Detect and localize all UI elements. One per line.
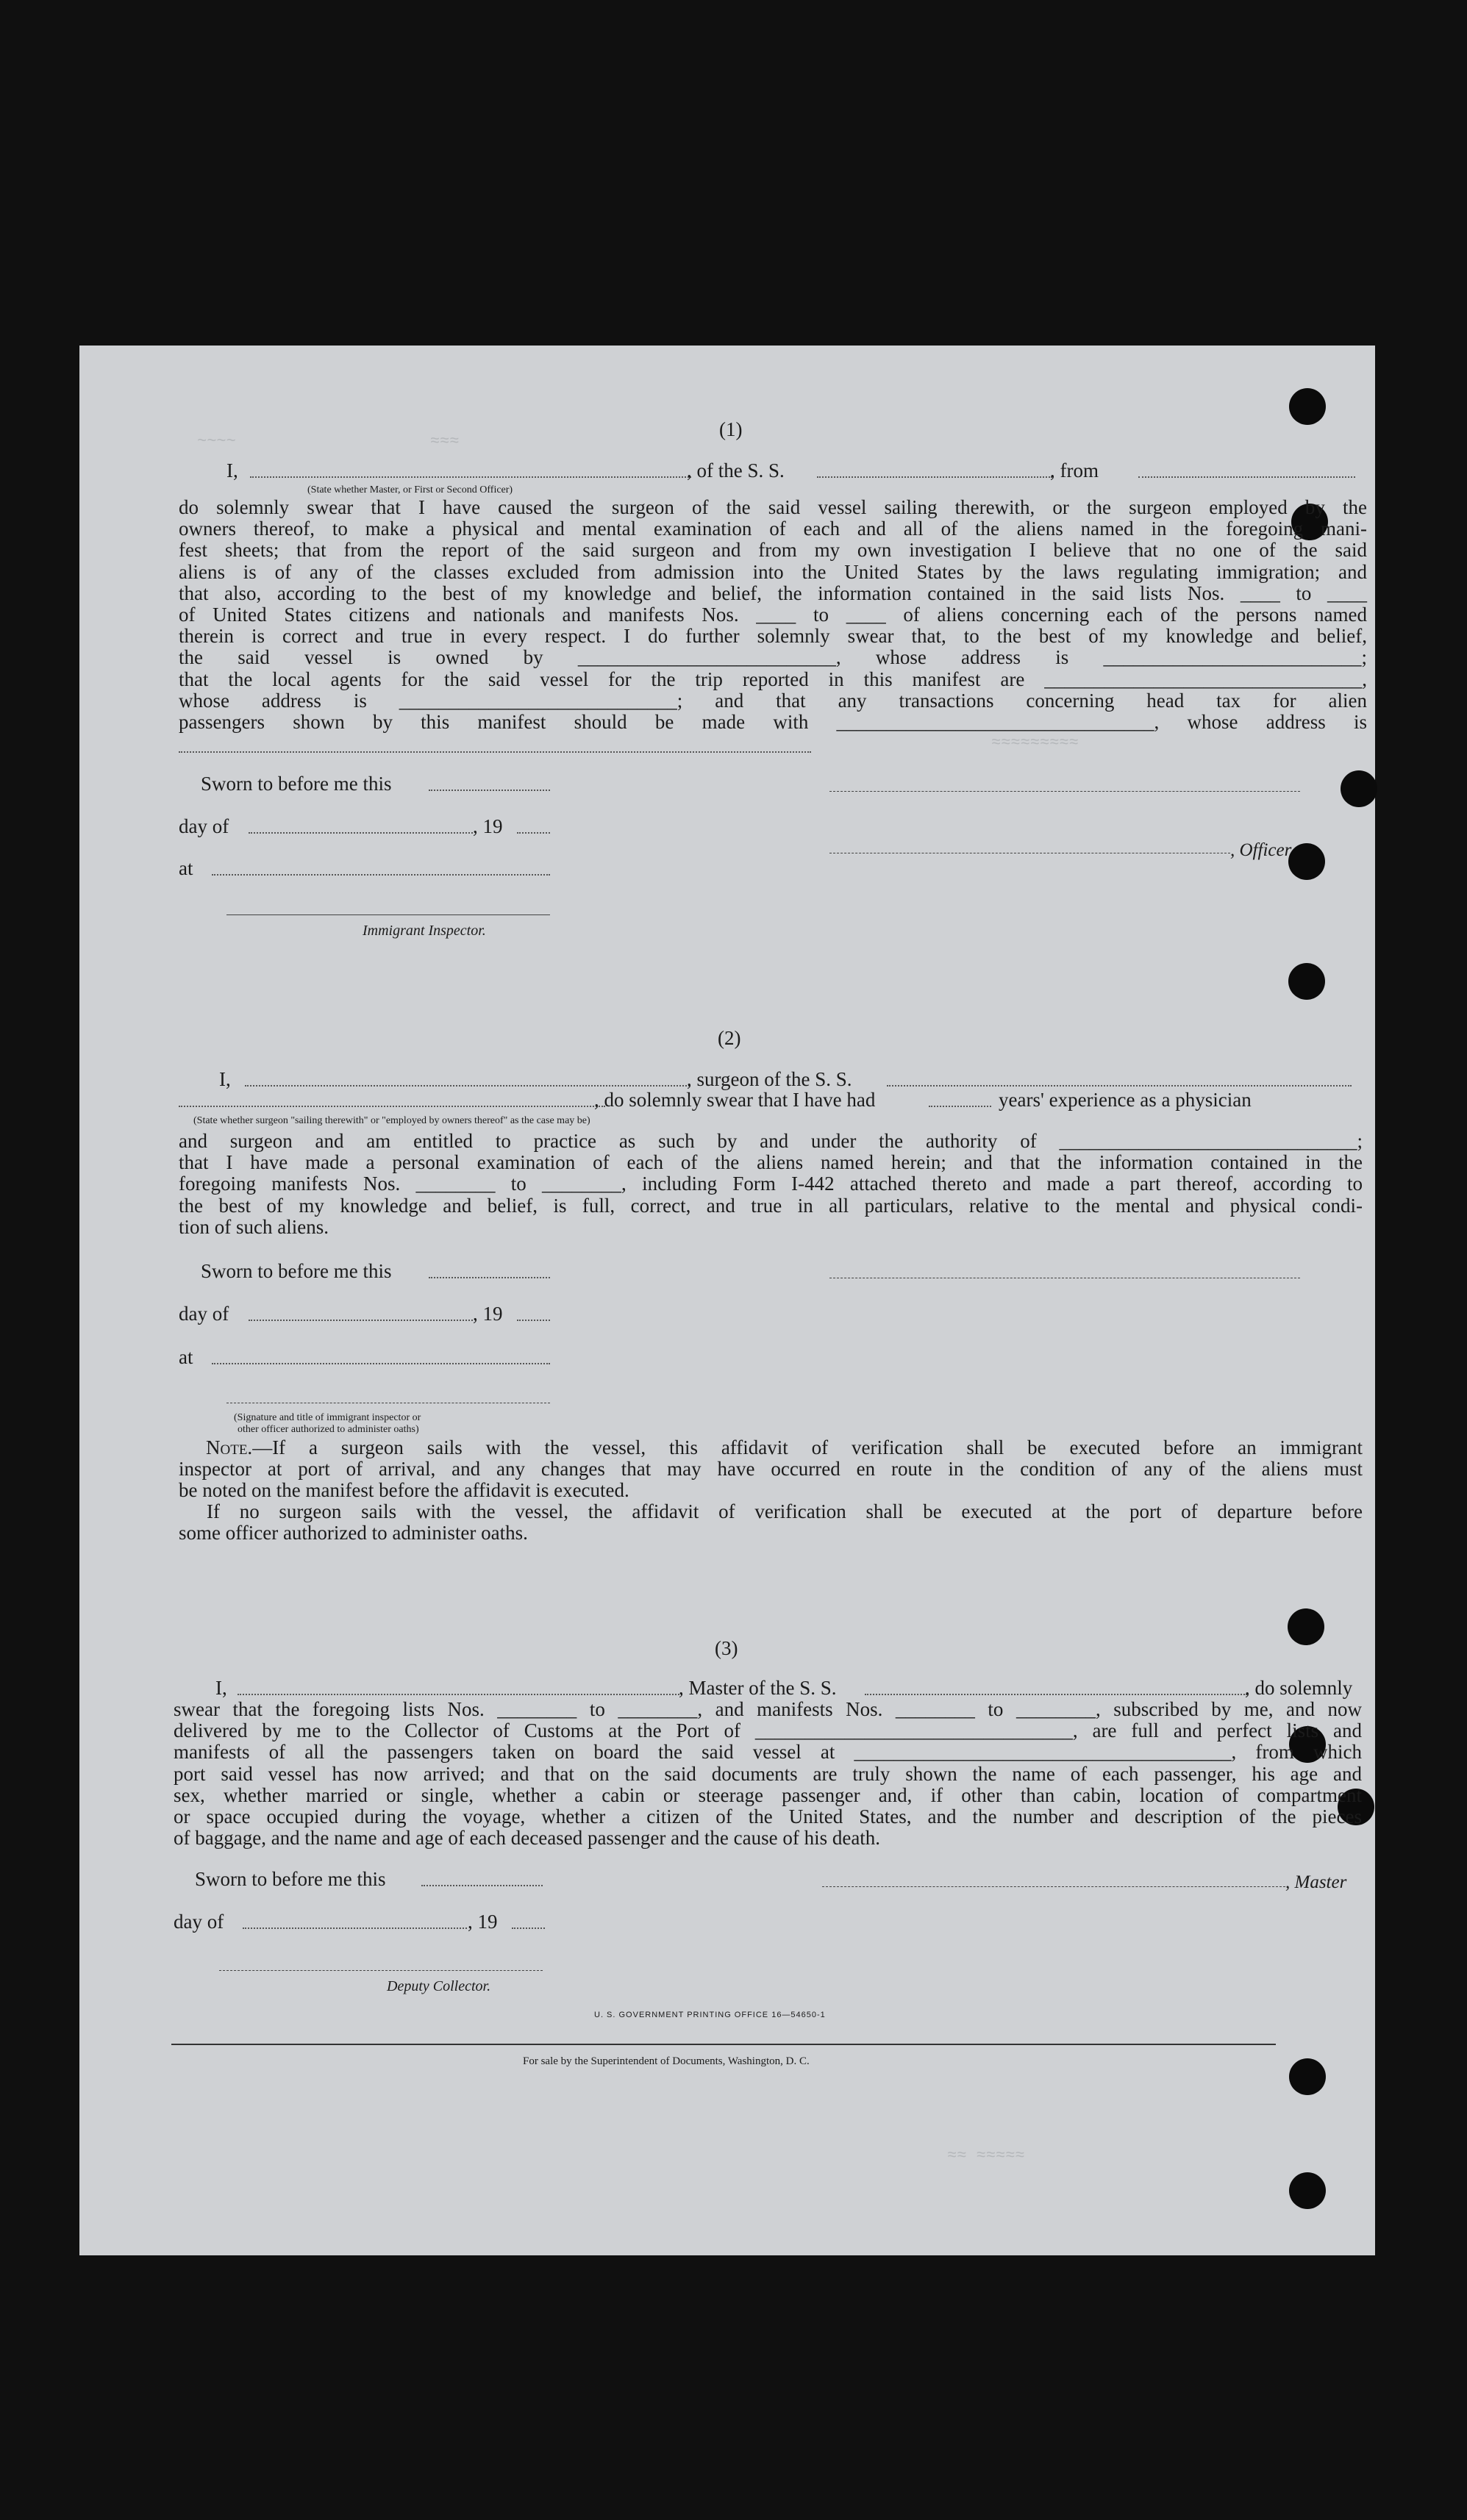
punch-hole: [1289, 388, 1326, 425]
years-experience-label: years' experience as a physician: [999, 1089, 1252, 1111]
day-of-label: day of: [179, 1303, 229, 1325]
section-1-number: (1): [719, 418, 743, 440]
oath-line: and surgeon and am entitled to practice as such by and under the authority of ______________________________;: [179, 1130, 1363, 1152]
note-line: some officer authorized to administer oaths.: [179, 1522, 528, 1544]
note-line: —If a surgeon sails with the vessel, this affidavit of verification shall be executed before an immigrant: [252, 1436, 1363, 1458]
oath-line: swear that the foregoing lists Nos. ________ to ________, and manifests Nos. ________ to ________, subscribed by me, and now: [174, 1698, 1362, 1720]
officer-signature-line[interactable]: [829, 791, 1300, 792]
sworn-label: Sworn to before me this: [195, 1868, 386, 1890]
day-of-label: day of: [179, 815, 229, 837]
year-field[interactable]: [512, 1927, 545, 1929]
oath-line: owners thereof, to make a physical and mental examination of each and all of the aliens named in the foregoing mani-: [179, 518, 1367, 540]
master-signature-line[interactable]: [822, 1886, 1285, 1887]
year-field[interactable]: [517, 1320, 550, 1321]
inspector-label: Immigrant Inspector.: [363, 923, 486, 939]
section-1-caption: (State whether Master, or First or Second Officer): [307, 484, 513, 495]
at-label: at: [179, 857, 193, 879]
surgeon-ship-field[interactable]: [887, 1085, 1352, 1087]
punch-hole: [1289, 2172, 1326, 2209]
at-label: at: [179, 1346, 193, 1368]
oath-line: passengers shown by this manifest should be made with ________________________________, whose address is: [179, 711, 1367, 734]
bleed-through-text: ~~~~ ≈≈≈: [197, 432, 460, 451]
gpo-imprint: U. S. GOVERNMENT PRINTING OFFICE 16—54650-1: [594, 2011, 826, 2019]
day-of-field[interactable]: [249, 832, 473, 834]
section-3-oath-text: [174, 1699, 1362, 1849]
punch-hole: [1341, 770, 1377, 807]
punch-hole: [1288, 1608, 1324, 1645]
oath-line: the said vessel is owned by __________________________, whose address is __________________________;: [179, 646, 1367, 669]
oath-line: or space occupied during the voyage, whether a citizen of the United States, and the number and description of the pieces: [174, 1805, 1362, 1828]
oath-line: that also, according to the best of my knowledge and belief, the information contained in the said lists Nos. ____ to ____: [179, 581, 1367, 604]
day-of-field[interactable]: [249, 1320, 473, 1321]
sworn-date-field[interactable]: [421, 1885, 543, 1886]
footer-rule: [171, 2044, 1276, 2045]
surgeon-name-field[interactable]: [245, 1085, 690, 1087]
note-line: If no surgeon sails with the vessel, the affidavit of verification shall be executed at the port of departure before: [207, 1500, 1363, 1522]
note-label: Note.: [206, 1436, 253, 1458]
address-continuation-field[interactable]: [179, 751, 811, 753]
oath-line: port said vessel has now arrived; and that on the said documents are truly shown the name of each passenger, his age and: [174, 1762, 1362, 1785]
surgeon-of-label: , surgeon of the S. S.: [687, 1068, 852, 1090]
oath-line: the best of my knowledge and belief, is full, correct, and true in all particulars, relative to the mental and physical condi-: [179, 1194, 1363, 1217]
section-2-number: (2): [718, 1027, 741, 1049]
note-line: inspector at port of arrival, and any changes that may have occurred en route in the condition of any of the aliens must: [179, 1458, 1363, 1480]
surgeon-status-field[interactable]: [179, 1106, 605, 1107]
sworn-date-field[interactable]: [429, 790, 550, 791]
section-2-oath-text: [179, 1131, 1363, 1238]
sworn-label: Sworn to before me this: [201, 773, 392, 795]
port-from-field[interactable]: [1138, 476, 1355, 478]
section-1-intro: I,: [226, 459, 238, 482]
sworn-date-field[interactable]: [429, 1277, 550, 1278]
sworn-label: Sworn to before me this: [201, 1260, 392, 1282]
inspector-signature-line[interactable]: [226, 914, 550, 915]
oath-line: do solemnly swear that I have caused the surgeon of the said vessel sailing therewith, or the surgeon employed by the: [179, 496, 1367, 518]
oath-line: fest sheets; that from the report of the said surgeon and from my own investigation I believe that no one of the said: [179, 539, 1367, 562]
oath-line: aliens is of any of the classes excluded from admission into the United States by the laws regulating immigration; and: [179, 560, 1367, 583]
master-name-field[interactable]: [238, 1694, 682, 1695]
note-2-text: [179, 1501, 1363, 1544]
note-line: be noted on the manifest before the affidavit is executed.: [179, 1479, 629, 1502]
master-ship-field[interactable]: [865, 1694, 1247, 1695]
punch-hole: [1288, 963, 1325, 1000]
section-2-intro: I,: [219, 1068, 231, 1090]
year-label: , 19: [473, 1303, 503, 1325]
section-2-caption: (State whether surgeon "sailing therewith" or "employed by owners thereof" as the case may be): [193, 1115, 590, 1126]
years-field[interactable]: [929, 1106, 991, 1107]
oath-line: sex, whether married or single, whether a cabin or steerage passenger and, if other than cabin, location of compartment: [174, 1783, 1362, 1806]
year-label: , 19: [468, 1911, 498, 1933]
note-text: [179, 1458, 1363, 1501]
at-place-field[interactable]: [212, 874, 550, 876]
do-solemnly-label: , do solemnly: [1245, 1677, 1353, 1699]
oath-line: foregoing manifests Nos. ________ to ________, including Form I-442 attached thereto and made a part thereof, according to: [179, 1173, 1363, 1195]
ship-name-field[interactable]: [817, 476, 1052, 478]
oath-line: of baggage, and the name and age of each deceased passenger and the cause of his death.: [174, 1827, 881, 1850]
bleed-through-text: ≈≈ ≈≈≈≈≈: [947, 2147, 1025, 2165]
section-3-number: (3): [715, 1637, 738, 1659]
day-of-label: day of: [174, 1911, 224, 1933]
year-label: , 19: [473, 815, 503, 837]
of-the-ss-label: , of the S. S.: [687, 459, 785, 482]
punch-hole: [1289, 2058, 1326, 2095]
sale-notice: For sale by the Superintendent of Documents, Washington, D. C.: [523, 2055, 810, 2067]
signature-caption: other officer authorized to administer oaths): [238, 1424, 419, 1435]
oath-line: that the local agents for the said vessel for the trip reported in this manifest are ________________________________,: [179, 667, 1367, 690]
section-3-intro: I,: [215, 1677, 227, 1699]
oath-line: tion of such aliens.: [179, 1215, 329, 1238]
oath-line: that I have made a personal examination of each of the aliens named herein; and that the information contained in the: [179, 1151, 1363, 1174]
manifest-back-page: [79, 346, 1375, 2255]
do-swear-label: , do solemnly swear that I have had: [594, 1089, 876, 1111]
master-name-field[interactable]: [250, 476, 691, 478]
deputy-collector-label: Deputy Collector.: [387, 1978, 491, 1994]
note-text: [206, 1437, 1363, 1458]
officer-label: , Officer: [1230, 840, 1292, 860]
punch-hole: [1288, 843, 1325, 880]
collector-signature-line[interactable]: [219, 1970, 543, 1971]
oath-line: delivered by me to the Collector of Customs at the Port of ________________________________, are full and perfect lists and: [174, 1719, 1362, 1742]
year-field[interactable]: [517, 832, 550, 834]
oath-line: manifests of all the passengers taken on board the said vessel at ______________________________________, from which: [174, 1741, 1362, 1764]
oath-line: whose address is ____________________________; and that any transactions concerning head tax for alien: [179, 689, 1367, 712]
at-place-field[interactable]: [212, 1363, 550, 1364]
day-of-field[interactable]: [243, 1927, 467, 1929]
master-of-label: , Master of the S. S.: [679, 1677, 837, 1699]
master-label: , Master: [1285, 1872, 1347, 1892]
oath-line: of United States citizens and nationals and manifests Nos. ____ to ____ of aliens concerning each of the persons named: [179, 604, 1367, 626]
from-label: , from: [1050, 459, 1099, 482]
oath-line: therein is correct and true in every respect. I do further solemnly swear that, to the best of my knowledge and belief,: [179, 625, 1367, 648]
bleed-through-text: ≈≈≈≈≈≈≈≈≈: [991, 734, 1079, 752]
signature-caption: (Signature and title of immigrant inspector or: [234, 1412, 421, 1423]
section-1-oath-text: [179, 497, 1367, 733]
